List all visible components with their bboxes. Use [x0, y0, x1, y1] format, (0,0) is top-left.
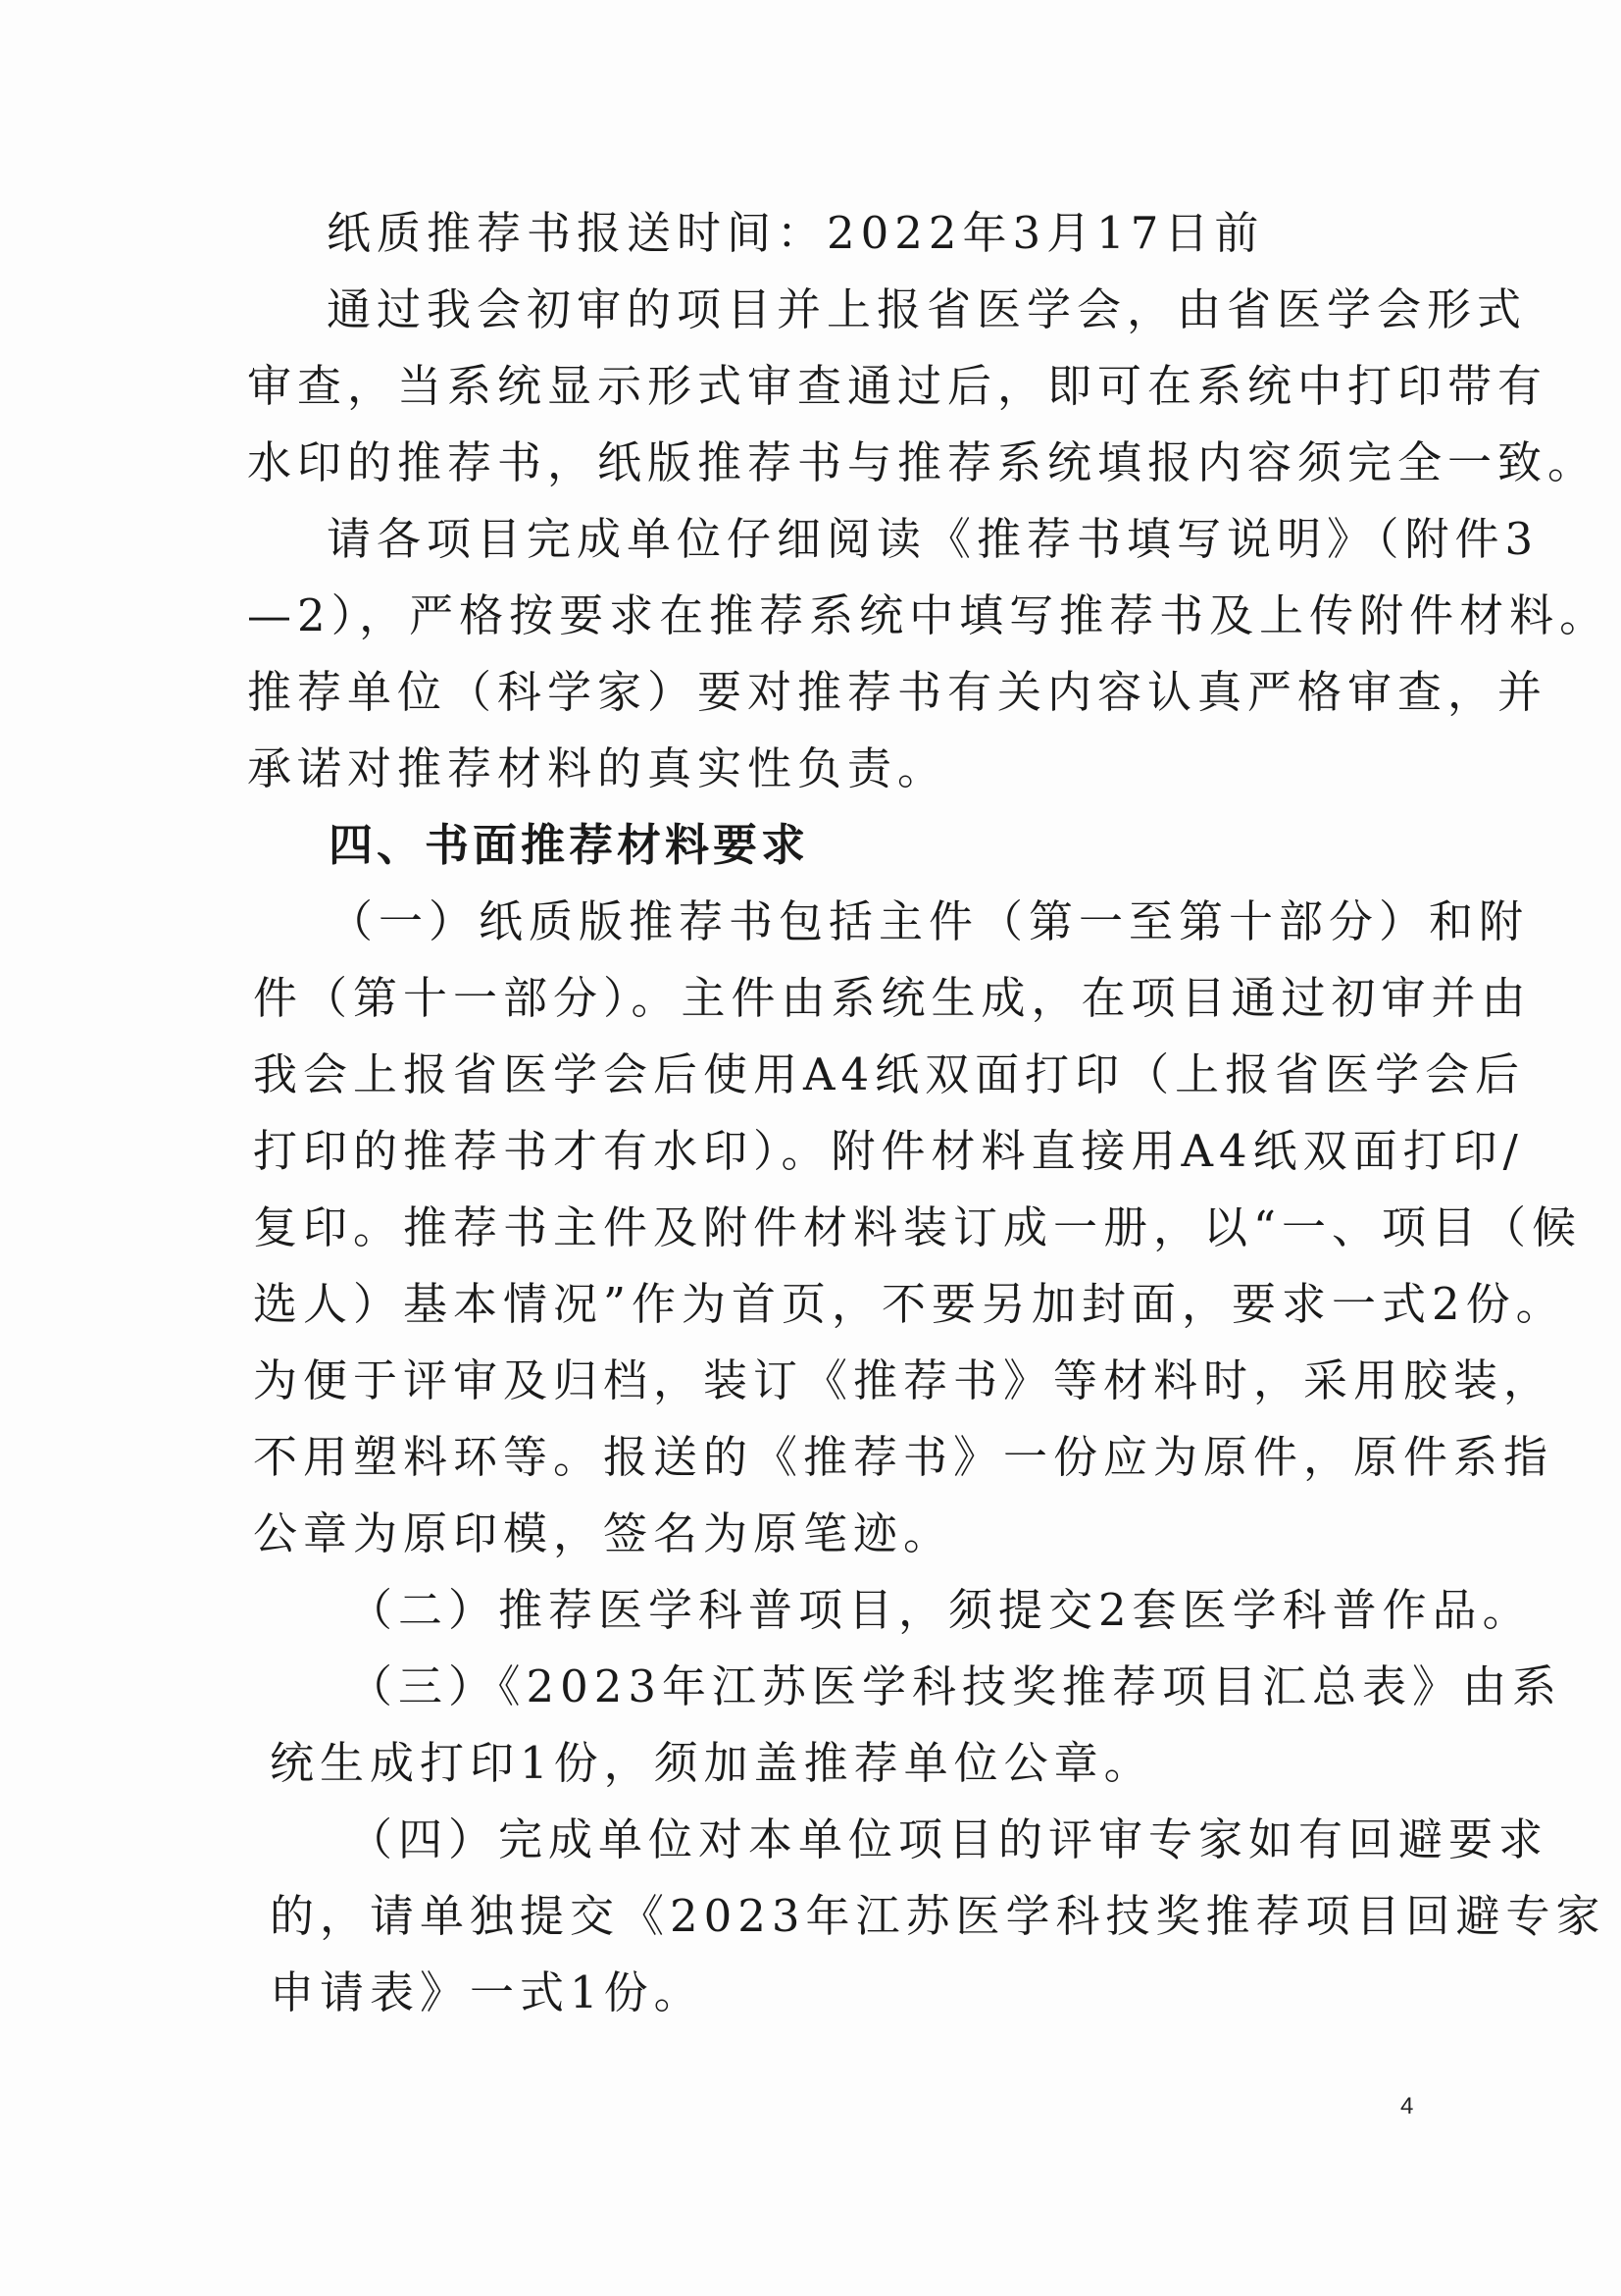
paragraph-line: （三）《2023年江苏医学科技奖推荐项目汇总表》由系 — [348, 1660, 1563, 1712]
paragraph-line: 申请表》一式1份。 — [270, 1966, 704, 2018]
paragraph-line: 承诺对推荐材料的真实性负责。 — [247, 742, 948, 794]
paragraph-line: 选人）基本情况”作为首页，不要另加封面，要求一式2份。 — [253, 1278, 1566, 1330]
paragraph-line: 复印。推荐书主件及附件材料装订成一册，以“一、项目（候 — [253, 1201, 1583, 1253]
paragraph-line: 水印的推荐书，纸版推荐书与推荐系统填报内容须完全一致。 — [247, 436, 1598, 488]
paragraph-line: 打印的推荐书才有水印）。附件材料直接用A4纸双面打印/ — [253, 1125, 1524, 1177]
paragraph-line: （一）纸质版推荐书包括主件（第一至第十部分）和附 — [329, 895, 1530, 947]
paragraph-line: 审查，当系统显示形式审查通过后，即可在系统中打印带有 — [247, 360, 1548, 412]
paragraph-line: （二）推荐医学科普项目，须提交2套医学科普作品。 — [348, 1584, 1533, 1636]
paragraph-line: 不用塑料环等。报送的《推荐书》一份应为原件，原件系指 — [253, 1431, 1554, 1483]
paragraph-line: 统生成打印1份，须加盖推荐单位公章。 — [270, 1737, 1154, 1789]
paragraph-line: 的，请单独提交《2023年江苏医学科技奖推荐项目回避专家 — [270, 1890, 1606, 1942]
paragraph-line: 为便于评审及归档，装订《推荐书》等材料时，采用胶装， — [253, 1354, 1554, 1406]
section-heading: 四、书面推荐材料要求 — [329, 819, 810, 871]
paragraph-line: —2），严格按要求在推荐系统中填写推荐书及上传附件材料。 — [247, 589, 1610, 641]
paragraph-line: （四）完成单位对本单位项目的评审专家如有回避要求 — [348, 1813, 1549, 1865]
paragraph-line: 件（第十一部分）。主件由系统生成，在项目通过初审并由 — [253, 972, 1532, 1024]
paragraph-line: 请各项目完成单位仔细阅读《推荐书填写说明》（附件3 — [327, 513, 1540, 565]
page-number: 4 — [1400, 2093, 1414, 2119]
paragraph-line: 公章为原印模，签名为原笔迹。 — [253, 1507, 954, 1559]
paragraph-line: 推荐单位（科学家）要对推荐书有关内容认真严格审查，并 — [247, 666, 1548, 718]
paragraph-line: 纸质推荐书报送时间：2022年3月17日前 — [327, 207, 1265, 259]
paragraph-line: 通过我会初审的项目并上报省医学会，由省医学会形式 — [327, 283, 1528, 335]
paragraph-line: 我会上报省医学会后使用A4纸双面打印（上报省医学会后 — [253, 1048, 1526, 1100]
